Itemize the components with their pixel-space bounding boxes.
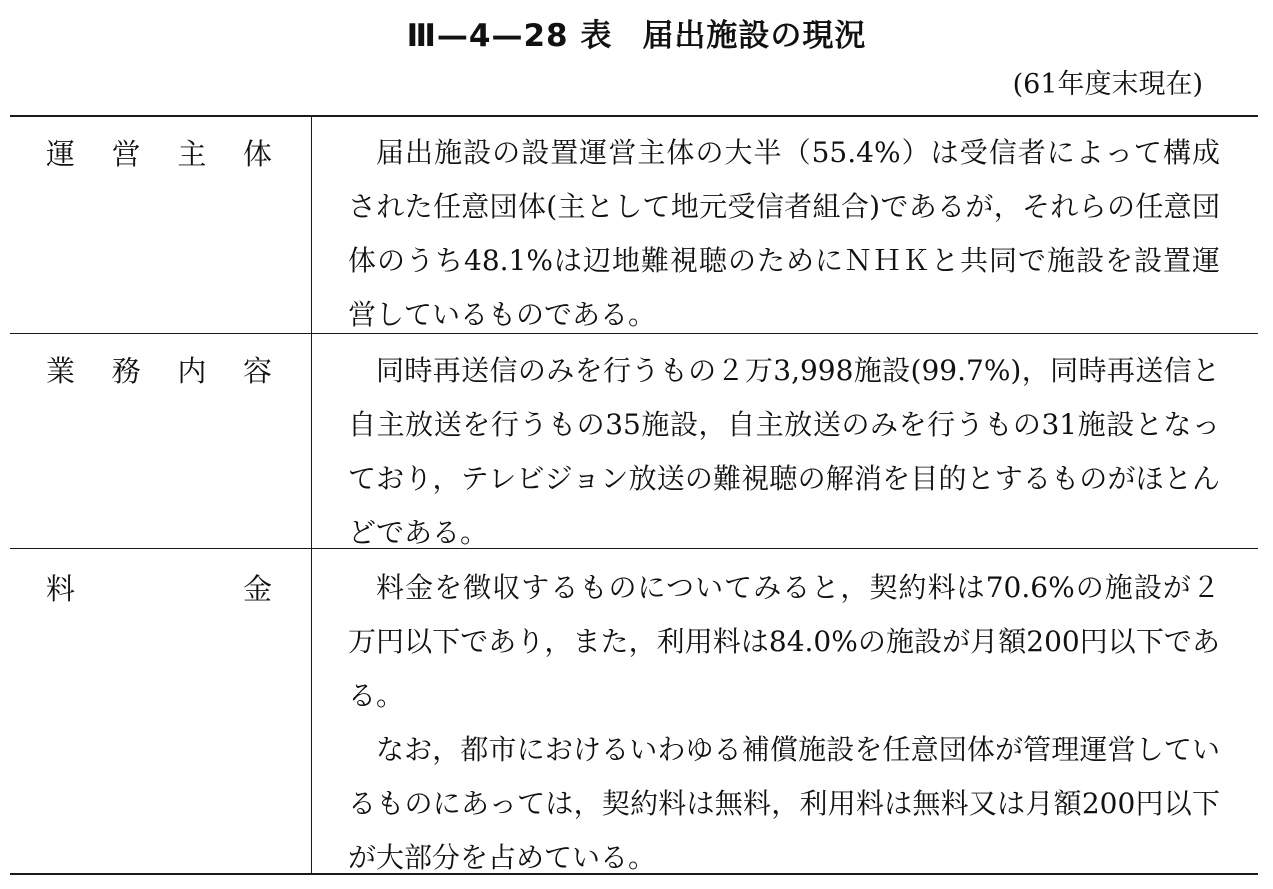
table-number: Ⅲ—4—28 表 (406, 18, 613, 54)
row-label-fees: 料金 (46, 572, 272, 606)
date-note: (61年度末現在) (1012, 69, 1203, 100)
content-paragraph: 届出施設の設置運営主体の大半（55.4%）は受信者によって構成された任意団体(主として地元受信者組合)であるが，それらの任意団体のうち48.1%は辺地難視聴のためにＮＨＫと共同で施設を設置運営しているものである。 (348, 136, 1220, 331)
content-paragraph: なお，都市におけるいわゆる補償施設を任意団体が管理運営しているものにあっては，契約料は無料，利用料は無料又は月額200円以下が大部分を占めている。 (348, 733, 1220, 874)
content-paragraph: 料金を徴収するものについてみると，契約料は70.6%の施設が２万円以下であり，また，利用料は84.0%の施設が月額200円以下である。 (348, 571, 1220, 712)
table-title-text: 届出施設の現況 (642, 18, 867, 54)
row-content-operator (348, 126, 1220, 342)
column-divider (311, 117, 312, 873)
row-content-business (348, 344, 1220, 560)
row-label-operator: 運営主体 (46, 137, 272, 171)
table-title (0, 10, 1273, 55)
row-label-business: 業務内容 (46, 354, 272, 388)
row-content-fees (348, 561, 1220, 885)
table-top-rule (10, 115, 1258, 117)
content-paragraph: 同時再送信のみを行うもの２万3,998施設(99.7%)，同時再送信と自主放送を行うもの35施設，自主放送のみを行うもの31施設となっており，テレビジョン放送の難視聴の解消を目的とするものがほとんどである。 (348, 354, 1220, 549)
